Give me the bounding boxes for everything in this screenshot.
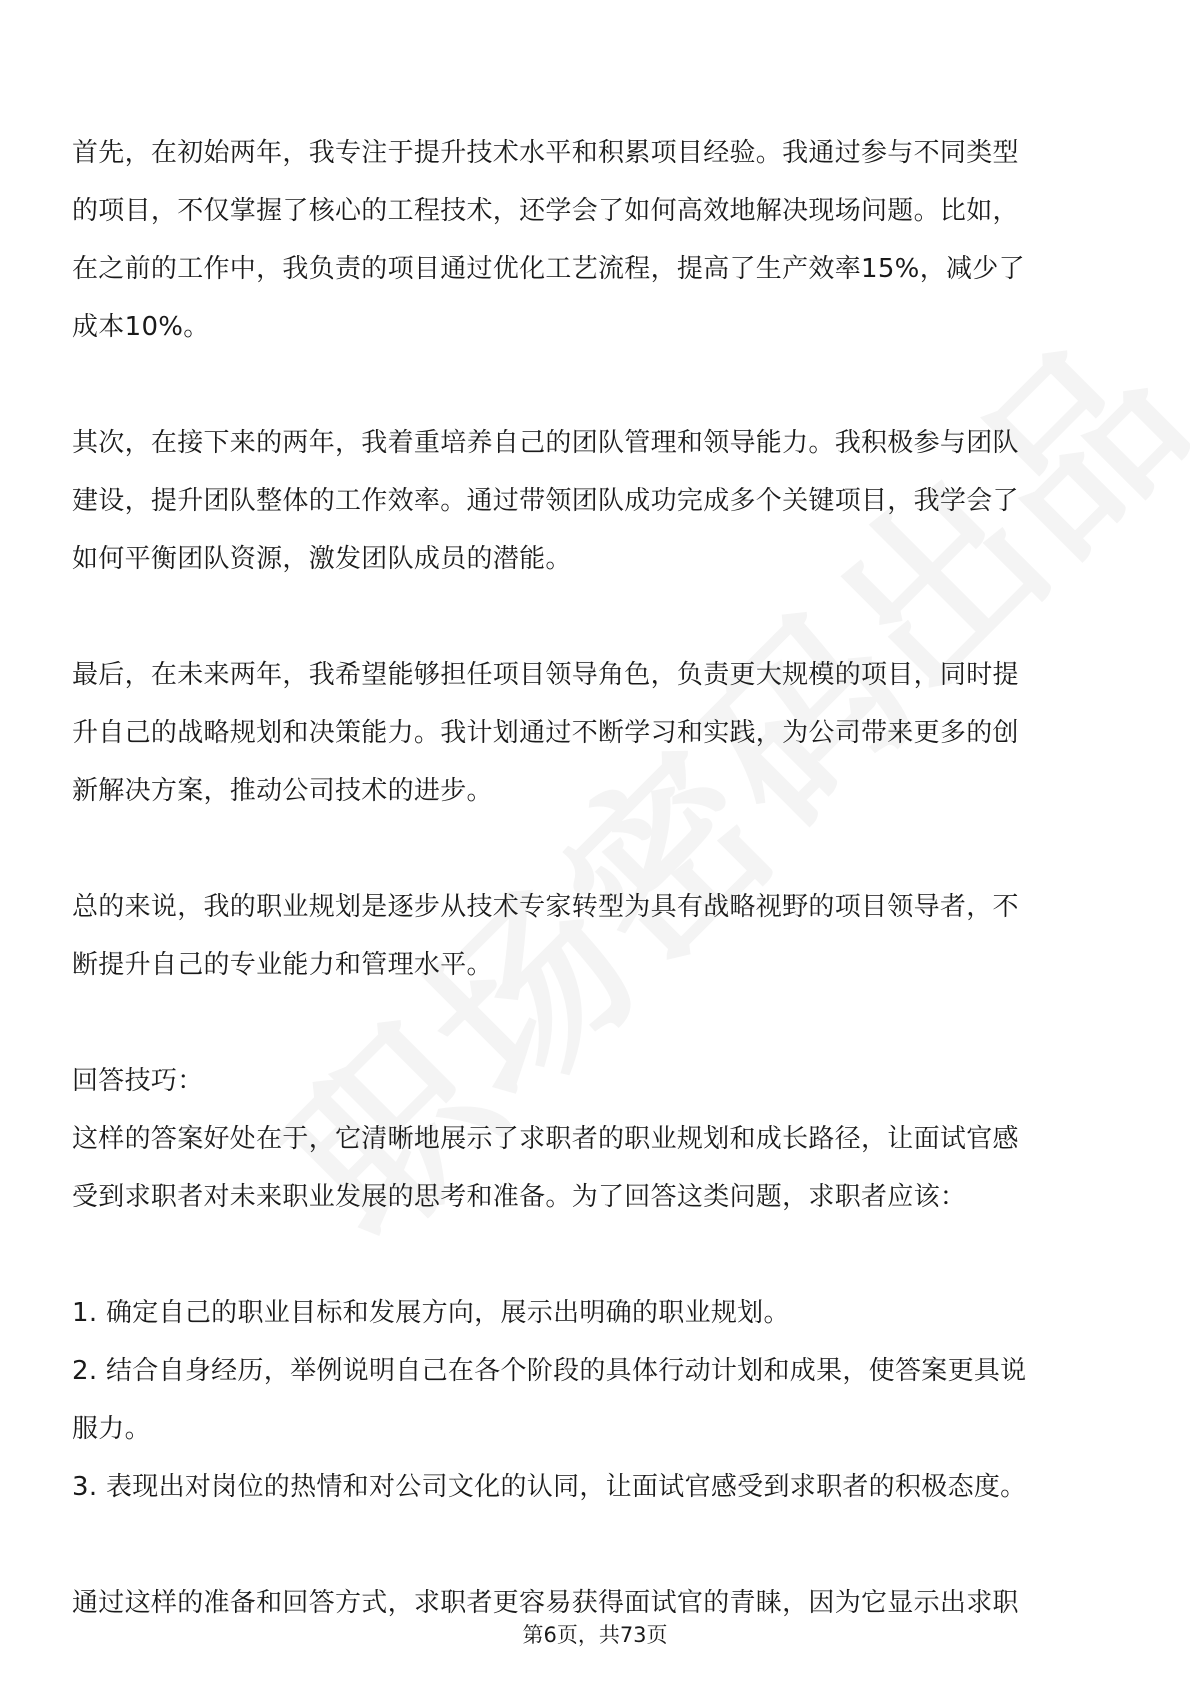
text-line: 的项目，不仅掌握了核心的工程技术，还学会了如何高效地解决现场问题。比如， <box>72 196 1019 226</box>
list-item: 2. 结合自身经历，举例说明自己在各个阶段的具体行动计划和成果，使答案更具说 <box>72 1356 1027 1386</box>
text-line: 最后，在未来两年，我希望能够担任项目领导角色，负责更大规模的项目，同时提 <box>72 660 1019 690</box>
list-item: 3. 表现出对岗位的热情和对公司文化的认同，让面试官感受到求职者的积极态度。 <box>72 1472 1027 1502</box>
text-line: 新解决方案，推动公司技术的进步。 <box>72 776 493 806</box>
paragraph-gap <box>72 356 1122 414</box>
list-item-continuation: 服力。 <box>72 1414 151 1444</box>
document-body <box>72 124 1122 1632</box>
text-line: 建设，提升团队整体的工作效率。通过带领团队成功完成多个关键项目，我学会了 <box>72 486 1019 516</box>
text-line: 如何平衡团队资源，激发团队成员的潜能。 <box>72 544 572 574</box>
text-line: 在之前的工作中，我负责的项目通过优化工艺流程，提高了生产效率15%，减少了 <box>72 254 1025 284</box>
paragraph-gap <box>72 994 1122 1052</box>
paragraph-gap <box>72 588 1122 646</box>
page-number: 第6页，共73页 <box>522 1623 668 1647</box>
paragraph-gap <box>72 1516 1122 1574</box>
text-line: 升自己的战略规划和决策能力。我计划通过不断学习和实践，为公司带来更多的创 <box>72 718 1019 748</box>
text-line: 通过这样的准备和回答方式，求职者更容易获得面试官的青睐，因为它显示出求职 <box>72 1588 1019 1618</box>
section-heading: 回答技巧： <box>72 1066 204 1096</box>
list-item: 1. 确定自己的职业目标和发展方向，展示出明确的职业规划。 <box>72 1298 790 1328</box>
text-line: 受到求职者对未来职业发展的思考和准备。为了回答这类问题，求职者应该： <box>72 1182 967 1212</box>
paragraph-gap <box>72 820 1122 878</box>
paragraph-gap <box>72 1226 1122 1284</box>
text-line: 总的来说，我的职业规划是逐步从技术专家转型为具有战略视野的项目领导者，不 <box>72 892 1019 922</box>
text-line: 这样的答案好处在于，它清晰地展示了求职者的职业规划和成长路径，让面试官感 <box>72 1124 1019 1154</box>
text-line: 首先，在初始两年，我专注于提升技术水平和积累项目经验。我通过参与不同类型 <box>72 138 1019 168</box>
text-line: 其次，在接下来的两年，我着重培养自己的团队管理和领导能力。我积极参与团队 <box>72 428 1019 458</box>
text-line: 断提升自己的专业能力和管理水平。 <box>72 950 493 980</box>
text-line: 成本10%。 <box>72 312 210 342</box>
